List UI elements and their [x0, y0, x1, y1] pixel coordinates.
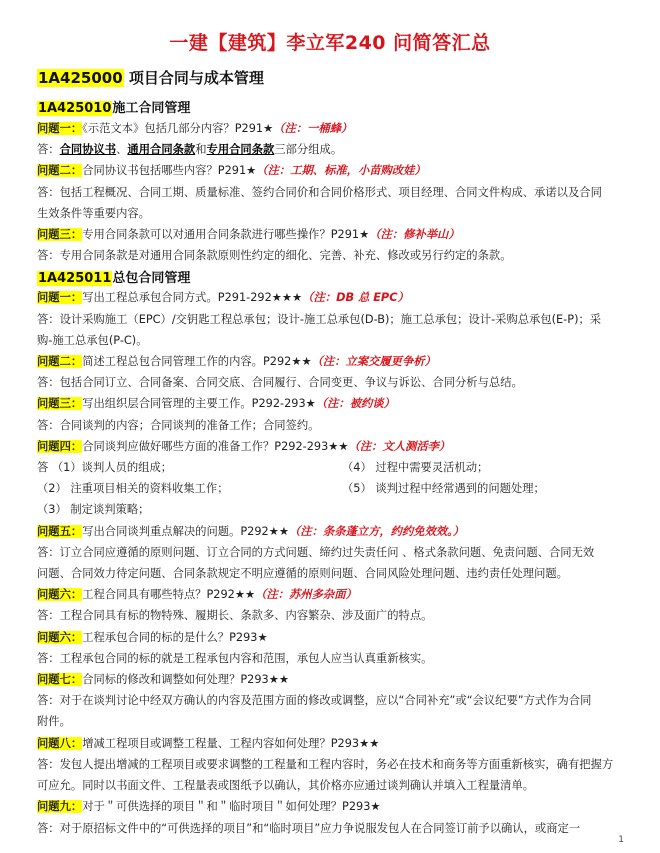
question-label: 问题一：: [37, 291, 83, 305]
answer-line: [37, 754, 627, 775]
question-text: 合同协议书包括哪些内容？P291★: [82, 164, 257, 178]
question-line: [37, 224, 627, 245]
question-line: [37, 796, 627, 817]
answer-text: 发包人提出增减的工程项目或要求调整的工程量和工程内容时，务必在技术和商务等方面重新核实，确有把握方: [59, 757, 614, 771]
answer-text: 工程合同具有标的物特殊、履期长、条款多、内容繁杂、涉及面广的特点。: [59, 609, 433, 623]
question-text: 《示范文本》包括几部分内容？P291★: [82, 122, 274, 135]
question-label: 问题五：: [37, 524, 83, 538]
answer-text: 包括工程概况、合同工期、质量标准、签约合同价和合同价格形式、项目经理、合同文件构成、承诺以及合同: [59, 185, 602, 199]
answer-text: 专用合同条款是对通用合同条款原则性约定的细化、完善、补充、修改或另行约定的条款。: [59, 249, 512, 263]
qa-list: [37, 118, 627, 839]
mnemonic-note: （注：被约谈）: [315, 397, 395, 411]
answer-line: [37, 775, 627, 796]
answer-prefix: 答：: [37, 376, 60, 390]
chapter-title: 项目合同与成本管理: [128, 69, 264, 87]
answer-line: [37, 648, 627, 669]
answer-line: [37, 818, 627, 839]
question-line: [37, 160, 627, 181]
answer-line: [37, 330, 627, 351]
answer-text: 可应允。同时以书面文件、工程量表或图纸予以确认，其价格亦应通过谈判确认并填入工程量清单。: [37, 779, 535, 793]
question-text: 写出工程总承包合同方式。P291-292★★★: [82, 291, 303, 305]
question-label: 问题四：: [37, 439, 83, 453]
answer-text: 问题、合同效力待定问题、合同条款规定不明应遵循的原则问题、合同风险处理问题、违约责任处理问题。: [37, 567, 568, 581]
answer-part: 专用合同条款: [206, 143, 275, 157]
mnemonic-note: （注：条条蓬立方，约约免效效。）: [289, 524, 465, 538]
section-title: 施工合同管理: [112, 101, 191, 116]
question-label: 问题二：: [37, 355, 83, 369]
question-label: 问题八：: [37, 736, 83, 750]
answer-text: 对于原招标文件中的“可供选择的项目”和“临时项目”应力争说服发包人在合同签订前予以确认，或商定一: [59, 821, 581, 835]
answer-text: 购-施工总承包(P-C)。: [37, 333, 148, 347]
question-text: 工程承包合同的标的是什么？P293★: [82, 630, 268, 644]
answer-prefix: 答：: [37, 143, 60, 157]
answer-text: 工程承包合同的标的就是工程承包内容和范围，承包人应当认真重新核实。: [59, 651, 433, 665]
answer-line: [37, 605, 627, 626]
mnemonic-note: （注：修补举山）: [369, 228, 460, 242]
question-label: 问题九：: [37, 800, 83, 814]
question-line: [37, 393, 627, 414]
answer-line: [37, 499, 627, 520]
answer-line: [37, 711, 627, 732]
answer-part: 通用合同条款: [127, 143, 196, 157]
chapter-heading: [37, 67, 264, 88]
mnemonic-note: （注：工期、标准，小苗购改娃）: [256, 164, 426, 178]
question-label: 问题三：: [37, 397, 83, 411]
question-text: 写出组织层合同管理的主要工作。P292-293★: [82, 397, 316, 411]
list-item-left: 答 （1）谈判人员的组成；: [37, 461, 173, 475]
answer-line: [37, 203, 627, 224]
answer-prefix: 答：: [37, 185, 60, 199]
answer-part: 、: [116, 143, 128, 157]
question-text: 对于＂可供选择的项目＂和＂临时项目＂如何处理？P293★: [82, 800, 381, 814]
answer-line: [37, 245, 627, 266]
mnemonic-note: （注：立案交履更争析）: [311, 355, 436, 369]
question-text: 增减工程项目或调整工程量、工程内容如何处理？P293★★: [82, 736, 380, 750]
answer-prefix: 答：: [37, 651, 60, 665]
question-text: 工程合同具有哪些特点？P292★★: [82, 588, 256, 602]
answer-line: [37, 182, 627, 203]
question-line: [37, 351, 627, 372]
mnemonic-note: （注：文人测活李）: [348, 439, 451, 453]
answer-prefix: 答：: [37, 609, 60, 623]
question-line: [37, 287, 627, 308]
answer-line: [37, 563, 627, 584]
mnemonic-note: （注：苏州多杂面）: [255, 588, 357, 602]
section-heading-1: [37, 97, 190, 116]
question-line: [37, 584, 627, 605]
question-line: [37, 733, 627, 754]
answer-prefix: 答：: [37, 312, 60, 326]
question-text: 合同标的修改和调整如何处理？P293★★: [82, 673, 289, 687]
question-text: 专用合同条款可以对通用合同条款进行哪些操作？P291★: [82, 228, 370, 242]
mnemonic-note: （注：DB 总 EPC）: [302, 291, 409, 305]
answer-line: [37, 309, 627, 330]
answer-part: 合同协议书: [59, 143, 117, 157]
document-title: 一建【建筑】李立军240 问简答汇总: [169, 32, 491, 54]
section-code: 1A425010: [38, 101, 112, 116]
answer-text: 订立合同应遵循的原则问题、订立合同的方式问题、缔约过失责任问 、格式条款问题、免责问题、合同无效: [59, 545, 595, 559]
question-line: [37, 521, 627, 542]
question-label: 问题七：: [37, 673, 83, 687]
question-line: [37, 436, 627, 457]
question-text: 写出合同谈判重点解决的问题。P292★★: [82, 524, 289, 538]
question-line: [37, 118, 627, 139]
answer-line: [37, 690, 627, 711]
answer-prefix: 答：: [37, 694, 60, 708]
list-item-left: （2） 注重项目相关的资料收集工作；: [37, 482, 229, 496]
answer-line: [37, 415, 627, 436]
question-label: 问题三：: [37, 228, 83, 242]
question-text: 合同谈判应做好哪些方面的准备工作？P292-293★★: [82, 439, 349, 453]
answer-prefix: 答：: [37, 249, 60, 263]
answer-text: 包括合同订立、合同备案、合同交底、合同履行、合同变更、争议与诉讼、合同分析与总结。: [59, 376, 523, 390]
answer-text: 对于在谈判讨论中经双方确认的内容及范围方面的修改或调整，应以“合同补充”或“会议纪要”方式作为合同: [59, 694, 592, 708]
answer-text: （3） 制定谈判策略；: [37, 503, 150, 517]
answer-prefix: 答：: [37, 418, 60, 432]
question-label: 问题一：: [37, 122, 83, 135]
chapter-code: 1A425000: [38, 69, 123, 87]
answer-prefix: 答：: [37, 545, 60, 559]
answer-text: 合同谈判的内容；合同谈判的准备工作；合同签约。: [59, 418, 320, 432]
answer-line: [37, 542, 627, 563]
section-code: 1A425011: [38, 271, 112, 286]
answer-prefix: 答：: [37, 821, 60, 835]
answer-line: [37, 139, 627, 160]
question-text: 简述工程总包合同管理工作的内容。P292★★: [82, 355, 312, 369]
answer-part: 和: [195, 143, 207, 157]
answer-line: [37, 372, 627, 393]
question-line: [37, 627, 627, 648]
answer-text: 附件。: [37, 715, 71, 729]
page-number: 1: [618, 835, 624, 845]
list-item-right: （4） 过程中需要灵活机动；: [342, 461, 489, 475]
answer-text: 生效条件等重要内容。: [37, 206, 150, 220]
answer-line: [37, 478, 627, 499]
question-label: 问题六：: [37, 588, 83, 602]
answer-text: 设计采购施工（EPC）/交钥匙工程总承包；设计-施工总承包(D-B)；施工总承包；设计-采购总承包(E-P)；采: [59, 312, 602, 326]
question-label: 问题六：: [37, 630, 83, 644]
question-label: 问题二：: [37, 164, 83, 178]
answer-line: [37, 457, 627, 478]
mnemonic-note: （注：一桶蜂）: [273, 122, 353, 135]
question-line: [37, 669, 627, 690]
list-item-right: （5） 谈判过程中经常遇到的问题处理；: [342, 482, 545, 496]
answer-prefix: 答：: [37, 757, 60, 771]
answer-part: 三部分组成。: [274, 143, 343, 157]
section-title: 总包合同管理: [112, 271, 191, 286]
